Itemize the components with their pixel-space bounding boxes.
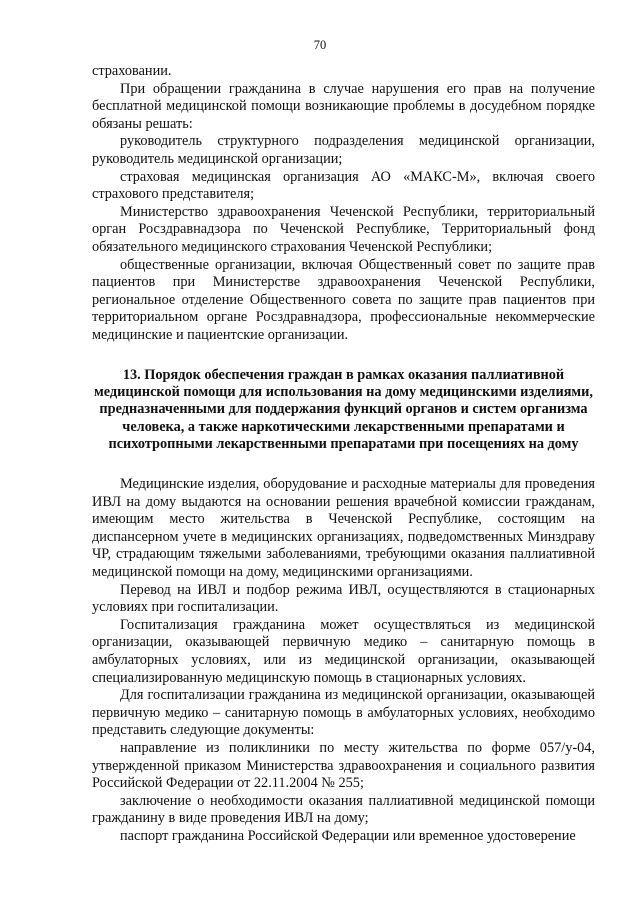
complaints-section (92, 63, 595, 345)
paragraph-documents: Для госпитализации гражданина из медицинской организации, оказывающей первичную медико – санитарную помощь в амбулаторных условиях, необходимо представить следующие документы: (92, 687, 595, 739)
list-item-org-head: руководитель структурного подразделения медицинской организации, руководитель медицинской организации; (92, 133, 595, 167)
paragraph-equipment: Медицинские изделия, оборудование и расходные материалы для проведения ИВЛ на дому выдаются на основании решения врачебной комиссии гражданам, имеющим место жительства в Чеченской Республике, состоящим на диспансерном учете в медицинских организациях, подведомственных Минздраву ЧР, страдающим тяжелыми заболеваниями, требующими оказания паллиативной медицинской помощи на дому, медицинскими организациями. (92, 476, 595, 580)
paragraph-hospitalization: Госпитализация гражданина может осуществляться из медицинской организации, оказывающей первичную медико – санитарную помощь в амбулаторных условиях, или из медицинской организации, оказывающей специализированную медицинскую помощь в стационарных условиях. (92, 616, 595, 686)
list-item-passport: паспорт гражданина Российской Федерации или временное удостоверение (120, 827, 576, 844)
paragraph-continuation: страховании. (92, 63, 172, 79)
section-heading: 13. Порядок обеспечения граждан в рамках оказания паллиативной медицинской помощи для использования на дому медицинскими изделиями, предназначенными для поддержания функций органов и систем организма человека, а также наркотическими лекарственными препаратами и психотропными лекарственными препаратами при посещениях на дому (94, 367, 593, 452)
list-item-public-orgs: общественные организации, включая Общественный совет по защите прав пациентов при Министерстве здравоохранения Чеченской Республики, региональное отделение Общественного совета по защите прав пациентов при территориальном органе Росздравнадзора, профессиональные некоммерческие медицинские и пациентские организации. (92, 256, 595, 343)
list-item-ministry: Министерство здравоохранения Чеченской Республики, территориальный орган Росздравнадзора по Чеченской Республике, Территориальный фонд обязательного медицинского страхования Чеченской Республики; (92, 203, 595, 255)
paragraph-transfer: Перевод на ИВЛ и подбор режима ИВЛ, осуществляются в стационарных условиях при госпитализации. (92, 581, 595, 616)
list-item-referral: направление из поликлиники по месту жительства по форме 057/у-04, утвержденной приказом Министерства здравоохранения и социального развития Российской Федерации от 22.11.2004 № 255; (92, 739, 595, 792)
paragraph-intro: При обращении гражданина в случае нарушения его прав на получение бесплатной медицинской помощи возникающие проблемы в досудебном порядке обязаны решать: (92, 80, 595, 132)
palliative-section (92, 476, 595, 845)
list-item-insurance: страховая медицинская организация АО «МАКС-М», включая своего страхового представителя; (92, 168, 595, 203)
page-number: 70 (313, 38, 327, 52)
list-item-conclusion: заключение о необходимости оказания паллиативной медицинской помощи гражданину в виде проведения ИВЛ на дому; (92, 792, 595, 827)
